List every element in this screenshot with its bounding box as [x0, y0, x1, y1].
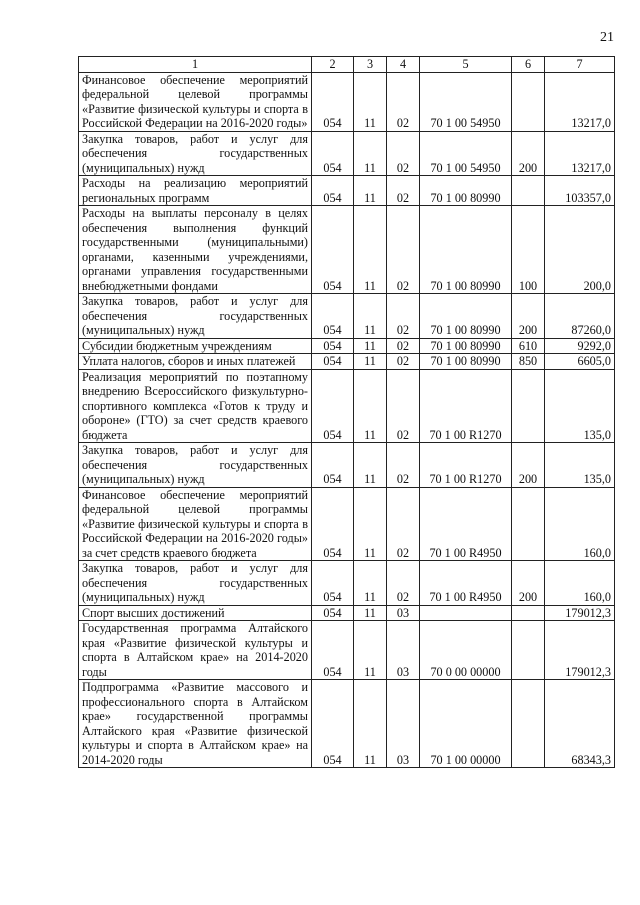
row-target-code [420, 605, 512, 621]
row-name: Закупка товаров, работ и услуг для обеспечения государственных (муниципальных) нужд [79, 131, 312, 176]
row-amount: 160,0 [545, 561, 615, 606]
row-expense-type [512, 621, 545, 680]
row-target-code: 70 1 00 R1270 [420, 443, 512, 488]
row-section-code: 11 [354, 621, 387, 680]
row-section-code: 11 [354, 354, 387, 370]
row-amount: 103357,0 [545, 176, 615, 206]
row-section-code: 11 [354, 176, 387, 206]
row-ministry-code: 054 [312, 680, 354, 768]
row-section-code: 11 [354, 338, 387, 354]
row-section-code: 11 [354, 206, 387, 294]
header-col-7: 7 [545, 57, 615, 73]
row-name: Реализация мероприятий по поэтапному внедрению Всероссийского физкультурно-спортивного комплекса «Готов к труду и обороне» (ГТО) за счет средств краевого бюджета [79, 369, 312, 443]
row-ministry-code: 054 [312, 294, 354, 339]
row-section-code: 11 [354, 131, 387, 176]
row-ministry-code: 054 [312, 131, 354, 176]
row-section-code: 11 [354, 487, 387, 561]
row-name: Подпрограмма «Развитие массового и профессионального спорта в Алтайском крае» государственной программы Алтайского края «Развитие физической культуры и спорта в Алтайском крае» на 2014-2020 годы [79, 680, 312, 768]
row-ministry-code: 054 [312, 621, 354, 680]
row-target-code: 70 0 00 00000 [420, 621, 512, 680]
row-amount: 9292,0 [545, 338, 615, 354]
row-subsection-code: 02 [387, 131, 420, 176]
row-expense-type [512, 680, 545, 768]
row-amount: 13217,0 [545, 72, 615, 131]
row-expense-type: 850 [512, 354, 545, 370]
row-expense-type [512, 176, 545, 206]
row-target-code: 70 1 00 R1270 [420, 369, 512, 443]
row-section-code: 11 [354, 680, 387, 768]
row-target-code: 70 1 00 80990 [420, 338, 512, 354]
row-amount: 6605,0 [545, 354, 615, 370]
row-ministry-code: 054 [312, 354, 354, 370]
row-target-code: 70 1 00 80990 [420, 354, 512, 370]
row-amount: 13217,0 [545, 131, 615, 176]
table-row [79, 680, 615, 768]
budget-table [78, 56, 615, 768]
header-col-3: 3 [354, 57, 387, 73]
header-col-5: 5 [420, 57, 512, 73]
table-row [79, 338, 615, 354]
page-number: 21 [600, 30, 614, 45]
table-row [79, 621, 615, 680]
row-amount: 135,0 [545, 369, 615, 443]
row-ministry-code: 054 [312, 561, 354, 606]
row-expense-type [512, 369, 545, 443]
row-target-code: 70 1 00 80990 [420, 206, 512, 294]
row-target-code: 70 1 00 80990 [420, 176, 512, 206]
row-name: Государственная программа Алтайского края «Развитие физической культуры и спорта в Алтайском крае» на 2014-2020 годы [79, 621, 312, 680]
row-ministry-code: 054 [312, 605, 354, 621]
row-subsection-code: 03 [387, 605, 420, 621]
row-expense-type: 200 [512, 443, 545, 488]
row-name: Расходы на выплаты персоналу в целях обеспечения выполнения функций государственными (муниципальными) органами, казенными учреждениями, органами управления государственными внебюджетными фондами [79, 206, 312, 294]
table-row [79, 72, 615, 131]
row-subsection-code: 02 [387, 206, 420, 294]
row-expense-type [512, 487, 545, 561]
row-section-code: 11 [354, 443, 387, 488]
row-name: Финансовое обеспечение мероприятий федеральной целевой программы «Развитие физической культуры и спорта в Российской Федерации на 2016-2020 годы» за счет средств краевого бюджета [79, 487, 312, 561]
row-section-code: 11 [354, 369, 387, 443]
row-name: Субсидии бюджетным учреждениям [79, 338, 312, 354]
table-row [79, 354, 615, 370]
table-row [79, 369, 615, 443]
row-subsection-code: 02 [387, 443, 420, 488]
header-col-1: 1 [79, 57, 312, 73]
row-ministry-code: 054 [312, 369, 354, 443]
row-name: Закупка товаров, работ и услуг для обеспечения государственных (муниципальных) нужд [79, 561, 312, 606]
row-subsection-code: 03 [387, 680, 420, 768]
header-col-6: 6 [512, 57, 545, 73]
header-col-2: 2 [312, 57, 354, 73]
row-ministry-code: 054 [312, 487, 354, 561]
row-section-code: 11 [354, 72, 387, 131]
table-row [79, 443, 615, 488]
row-target-code: 70 1 00 54950 [420, 131, 512, 176]
row-target-code: 70 1 00 00000 [420, 680, 512, 768]
row-name: Финансовое обеспечение мероприятий федеральной целевой программы «Развитие физической культуры и спорта в Российской Федерации на 2016-2020 годы» [79, 72, 312, 131]
row-target-code: 70 1 00 80990 [420, 294, 512, 339]
row-subsection-code: 02 [387, 176, 420, 206]
table-row [79, 605, 615, 621]
table-row [79, 131, 615, 176]
row-subsection-code: 02 [387, 487, 420, 561]
row-subsection-code: 02 [387, 354, 420, 370]
row-section-code: 11 [354, 605, 387, 621]
table-row [79, 487, 615, 561]
row-name: Расходы на реализацию мероприятий региональных программ [79, 176, 312, 206]
row-amount: 179012,3 [545, 621, 615, 680]
table-header-row [79, 57, 615, 73]
row-ministry-code: 054 [312, 176, 354, 206]
header-col-4: 4 [387, 57, 420, 73]
row-expense-type: 610 [512, 338, 545, 354]
row-ministry-code: 054 [312, 338, 354, 354]
row-amount: 87260,0 [545, 294, 615, 339]
row-target-code: 70 1 00 54950 [420, 72, 512, 131]
table-row [79, 561, 615, 606]
table-row [79, 206, 615, 294]
row-section-code: 11 [354, 294, 387, 339]
row-expense-type: 100 [512, 206, 545, 294]
row-amount: 160,0 [545, 487, 615, 561]
row-expense-type: 200 [512, 294, 545, 339]
table-row [79, 176, 615, 206]
row-expense-type: 200 [512, 561, 545, 606]
row-amount: 179012,3 [545, 605, 615, 621]
row-subsection-code: 02 [387, 294, 420, 339]
row-name: Уплата налогов, сборов и иных платежей [79, 354, 312, 370]
row-subsection-code: 03 [387, 621, 420, 680]
row-subsection-code: 02 [387, 72, 420, 131]
row-subsection-code: 02 [387, 338, 420, 354]
row-expense-type: 200 [512, 131, 545, 176]
row-ministry-code: 054 [312, 443, 354, 488]
row-expense-type [512, 605, 545, 621]
row-amount: 200,0 [545, 206, 615, 294]
row-target-code: 70 1 00 R4950 [420, 487, 512, 561]
row-ministry-code: 054 [312, 206, 354, 294]
table-row [79, 294, 615, 339]
row-name: Закупка товаров, работ и услуг для обеспечения государственных (муниципальных) нужд [79, 443, 312, 488]
row-target-code: 70 1 00 R4950 [420, 561, 512, 606]
row-subsection-code: 02 [387, 369, 420, 443]
row-amount: 68343,3 [545, 680, 615, 768]
row-amount: 135,0 [545, 443, 615, 488]
row-subsection-code: 02 [387, 561, 420, 606]
row-ministry-code: 054 [312, 72, 354, 131]
row-name: Закупка товаров, работ и услуг для обеспечения государственных (муниципальных) нужд [79, 294, 312, 339]
row-section-code: 11 [354, 561, 387, 606]
row-expense-type [512, 72, 545, 131]
row-name: Спорт высших достижений [79, 605, 312, 621]
